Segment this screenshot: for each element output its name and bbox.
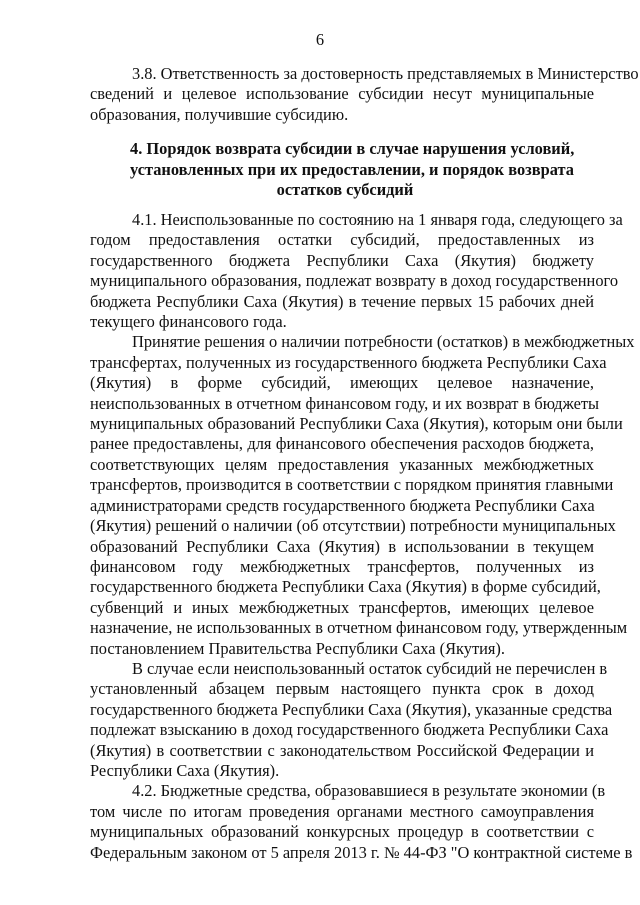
paragraph-3-8: [90, 64, 639, 125]
text-line: муниципальных образований Республики Саха (Якутия), которым они были: [90, 414, 623, 434]
text-line: бюджета Республики Саха (Якутия) в течение первых 15 рабочих дней: [90, 291, 594, 311]
text-line: соответствующих целям предоставления указанных межбюджетных: [90, 454, 594, 474]
text-line: установленный абзацем первым настоящего пункта срок в доход: [90, 679, 594, 699]
text-line: В случае если неиспользованный остаток субсидий не перечислен в: [132, 658, 608, 678]
text-line: ранее предоставлены, для финансового обеспечения расходов бюджета,: [90, 434, 594, 454]
text-line: государственного бюджета Республики Саха (Якутия), указанные средства: [90, 699, 613, 719]
heading-line: остатков субсидий: [276, 180, 414, 199]
text-line: том числе по итогам проведения органами местного самоуправления: [90, 801, 594, 821]
text-line: годом предоставления остатки субсидий, предоставленных из: [90, 230, 594, 250]
text-line: финансовом году межбюджетных трансфертов, полученных из: [90, 556, 594, 576]
text-line: образований Республики Саха (Якутия) в использовании в текущем: [90, 536, 594, 556]
text-line: текущего финансового года.: [90, 312, 287, 332]
section-heading: [130, 139, 575, 201]
text-line: (Якутия) решений о наличии (об отсутствии) потребности муниципальных: [90, 516, 616, 536]
text-line: муниципальных образований конкурсных процедур в соответствии с: [90, 822, 594, 842]
text-line: сведений и целевое использование субсидии несут муниципальные: [90, 84, 594, 104]
text-line: (Якутия) в соответствии с законодательством Российской Федерации и: [90, 740, 594, 760]
text-line: муниципального образования, подлежат возврату в доход государственного: [90, 271, 619, 291]
text-line: субвенций и иных межбюджетных трансфертов, имеющих целевое: [90, 597, 594, 617]
text-line: Федеральным законом от 5 апреля 2013 г. № 44-ФЗ "О контрактной системе в: [90, 842, 633, 862]
page-number: 6: [315, 30, 325, 49]
text-line: постановлением Правительства Республики Саха (Якутия).: [90, 638, 505, 658]
paragraph-4-1: [90, 210, 635, 863]
text-line: образования, получившие субсидию.: [90, 104, 349, 124]
text-line: 3.8. Ответственность за достоверность представляемых в Министерство: [132, 64, 639, 83]
text-line: (Якутия) в форме субсидий, имеющих целевое назначение,: [90, 373, 594, 393]
text-line: государственного бюджета Республики Саха (Якутия) бюджету: [90, 250, 594, 270]
text-line: подлежат взысканию в доход государственного бюджета Республики Саха: [90, 720, 609, 740]
heading-line: 4. Порядок возврата субсидии в случае нарушения условий,: [130, 139, 575, 158]
text-line: трансфертах, полученных из государственного бюджета Республики Саха: [90, 352, 607, 372]
text-line: администраторами средств государственного бюджета Республики Саха: [90, 495, 595, 515]
text-line: назначение, не использованных в отчетном финансовом году, утвержденным: [90, 618, 628, 638]
text-line: трансфертов, производится в соответствии с порядком принятия главными: [90, 475, 614, 495]
text-line: государственного бюджета Республики Саха (Якутия) в форме субсидий,: [90, 577, 601, 597]
text-line: 4.2. Бюджетные средства, образовавшиеся в результате экономии (в: [132, 781, 606, 801]
text-line: Республики Саха (Якутия).: [90, 760, 280, 780]
heading-line: установленных при их предоставлении, и порядок возврата: [130, 159, 574, 179]
text-line: неиспользованных в отчетном финансовом году, и их возврат в бюджеты: [90, 393, 600, 413]
text-line: 4.1. Неиспользованные по состоянию на 1 января года, следующего за: [132, 210, 623, 229]
text-line: Принятие решения о наличии потребности (остатков) в межбюджетных: [132, 332, 635, 352]
